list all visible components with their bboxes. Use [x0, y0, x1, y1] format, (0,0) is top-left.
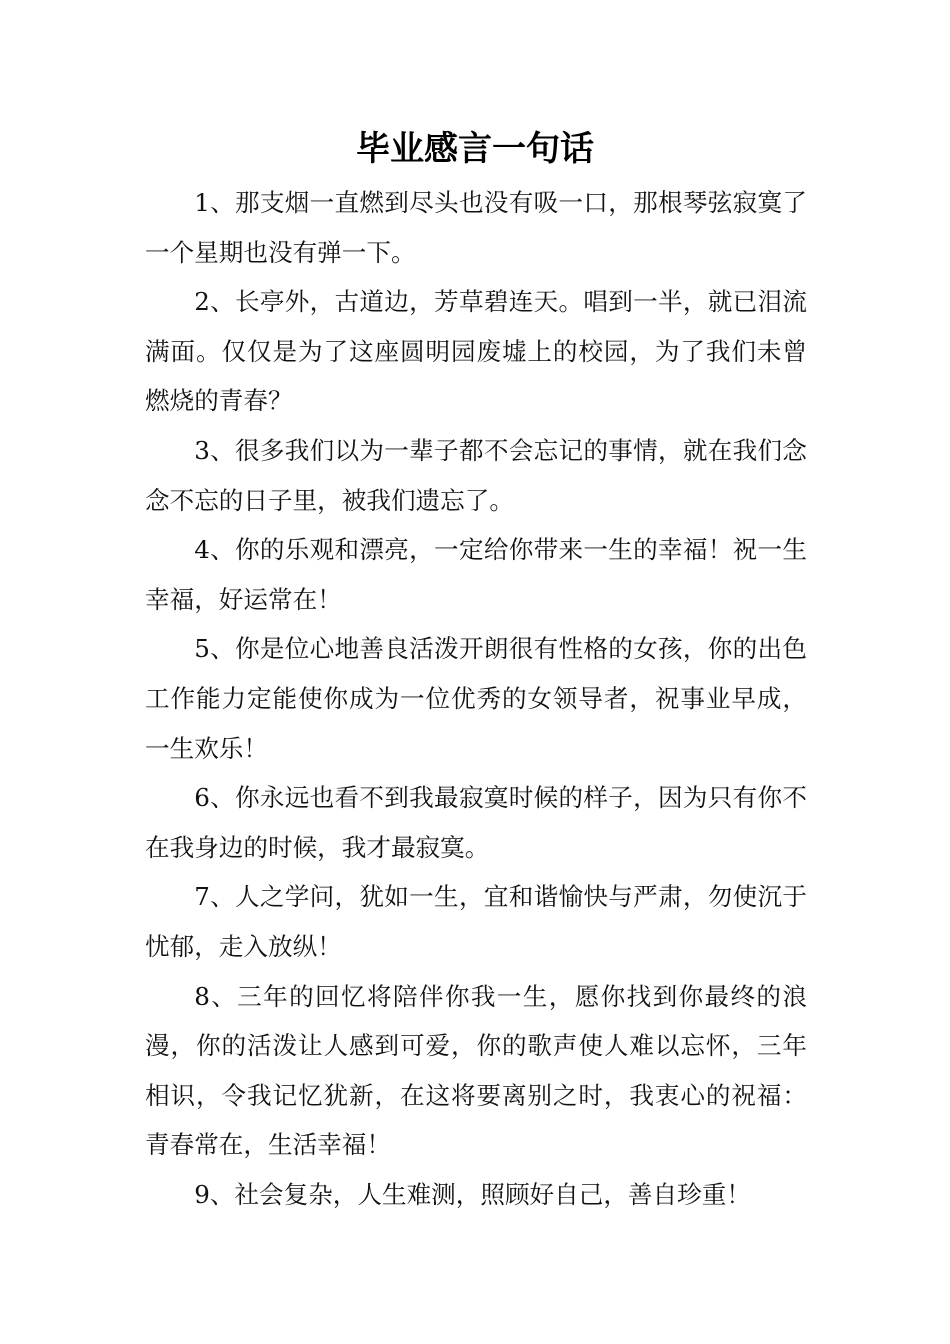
document-title: 毕业感言一句话 [356, 129, 594, 169]
paragraph-8: 8、三年的回忆将陪伴你我一生，愿你找到你最终的浪漫，你的活泼让人感到可爱，你的歌声使人难以忘怀，三年相识，令我记忆犹新，在这将要离别之时，我衷心的祝福：青春常在，生活幸福！ [145, 981, 807, 1160]
paragraph-6: 6、你永远也看不到我最寂寞时候的样子，因为只有你不在我身边的时候，我才最寂寞。 [145, 783, 807, 862]
paragraph-1: 1、那支烟一直燃到尽头也没有吸一口，那根琴弦寂寞了一个星期也没有弹一下。 [145, 188, 807, 267]
paragraph-4: 4、你的乐观和漂亮，一定给你带来一生的幸福！祝一生幸福，好运常在！ [145, 535, 807, 614]
paragraph-9: 9、社会复杂，人生难测，照顾好自己，善自珍重！ [194, 1179, 751, 1209]
paragraph-3: 3、很多我们以为一辈子都不会忘记的事情，就在我们念念不忘的日子里，被我们遗忘了。 [145, 435, 807, 515]
paragraph-5: 5、你是位心地善良活泼开朗很有性格的女孩，你的出色工作能力定能使你成为一位优秀的女领导者，祝事业早成，一生欢乐！ [145, 634, 807, 763]
paragraph-7: 7、人之学问，犹如一生，宜和谐愉快与严肃，勿使沉于忧郁，走入放纵！ [145, 882, 807, 961]
paragraph-2: 2、长亭外，古道边，芳草碧连天。唱到一半，就已泪流满面。仅仅是为了这座圆明园废墟上的校园，为了我们未曾燃烧的青春？ [145, 287, 807, 416]
document-body [145, 178, 807, 1219]
